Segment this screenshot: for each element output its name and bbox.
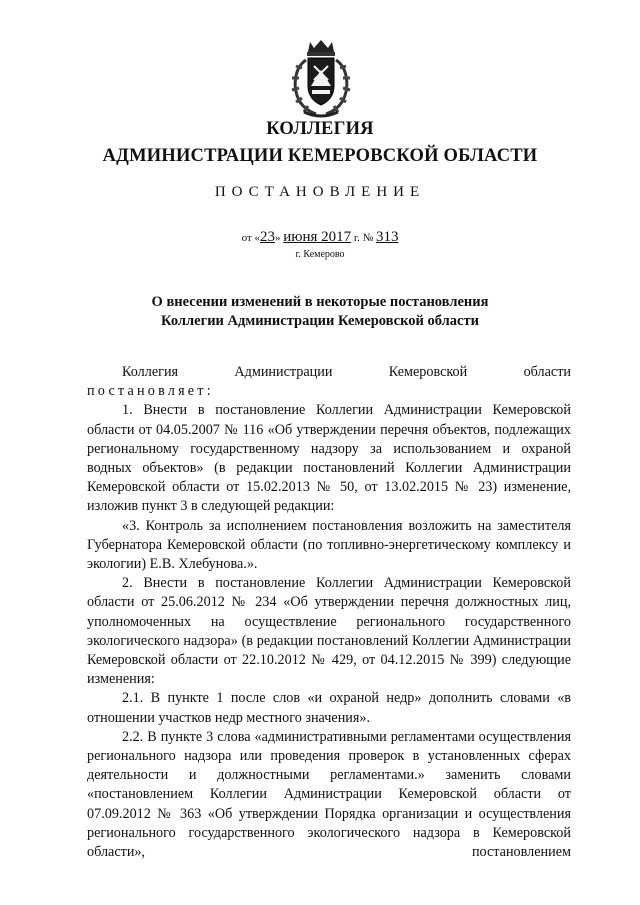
- coat-of-arms-icon: [290, 38, 352, 118]
- city: г. Кемерово: [295, 249, 345, 260]
- paragraph-2-1: 2.1. В пункте 1 после слов «и охраной недр» дополнить словами «в отношении участков недр местного значения».: [87, 690, 571, 726]
- number-label: №: [362, 232, 374, 244]
- date-month-year: июня 2017: [283, 229, 352, 245]
- paragraph-1: 1. Внести в постановление Коллегии Администрации Кемеровской области от 04.05.2007 № 116 «Об утверждении перечня объектов, подлежащих региональному государственному надзору за использованием и охраной водных объектов» (в редакции постановлений Коллегии Администрации Кемеровской области от 15.02.2013 № 50, от 13.02.2015 № 23) изменение, изложив пункт 3 в следующей редакции:: [87, 402, 571, 515]
- subject-line2: Коллегии Администрации Кемеровской области: [161, 313, 479, 329]
- paragraph-resolves: постановляет:: [87, 383, 214, 400]
- org-name-line2: АДМИНИСТРАЦИИ КЕМЕРОВСКОЙ ОБЛАСТИ: [102, 146, 538, 166]
- date-from-label: от «: [241, 232, 260, 244]
- document-type: ПОСТАНОВЛЕНИЕ: [214, 184, 426, 200]
- subject-line1: О внесении изменений в некоторые постановления: [151, 294, 489, 310]
- paragraph-2-2: 2.2. В пункте 3 слова «административными регламентами осуществления регионального надзора или проведения проверок в установленных сферах деятельности и должностными регламентами.» заменить словами «постановлением Коллегии Администрации Кемеровской области от 07.09.2012 № 363 «Об утверждении Порядка организации и осуществления регионального государственного экологического надзора в Кемеровской области», постановлением: [87, 728, 571, 861]
- date-year-suffix: г.: [353, 232, 360, 244]
- paragraph-2: 2. Внести в постановление Коллегии Администрации Кемеровской области от 25.06.2012 № 234 «Об утверждении перечня должностных лиц, уполномоченных на осуществление регионального государственного экологического надзора» (в редакции постановлений Коллегии Администрации Кемеровской области от 22.10.2012 № 429, от 04.12.2015 № 399) следующие изменения:: [87, 575, 571, 688]
- paragraph-preamble: Коллегия Администрации Кемеровской области: [122, 364, 571, 380]
- date-separator: »: [274, 232, 281, 244]
- date-number-line: [0, 229, 640, 246]
- document-body: [87, 363, 571, 862]
- date-day: 23: [259, 229, 275, 245]
- org-name-line1: КОЛЛЕГИЯ: [266, 119, 374, 139]
- paragraph-1-quote: «3. Контроль за исполнением постановления возложить на заместителя Губернатора Кемеровской области (по топливно-энергетическому комплексу и экологии) Е.В. Хлебунова.».: [87, 517, 571, 573]
- document-number: 313: [375, 229, 399, 245]
